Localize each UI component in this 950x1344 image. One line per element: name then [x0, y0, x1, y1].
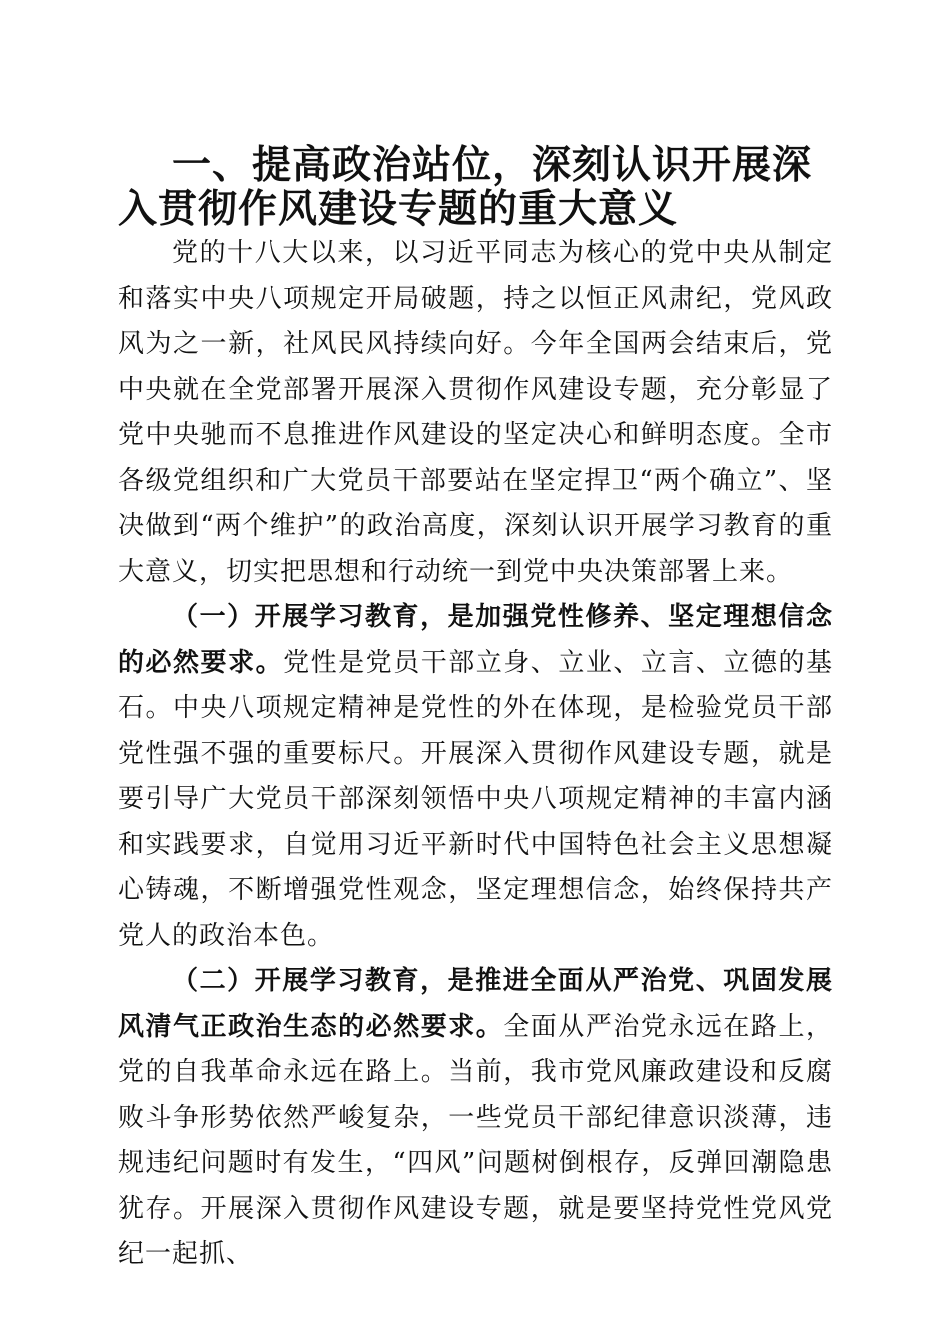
paragraph-body: 党的十八大以来，以习近平同志为核心的党中央从制定和落实中央八项规定开局破题，持之以恒正风肃纪，党风政风为之一新，社风民风持续向好。今年全国两会结束后，党中央就在全党部署开展深入贯彻作风建设专题，充分彰显了党中央驰而不息推进作风建设的坚定决心和鲜明态度。全市各级党组织和广大党员干部要站在坚定捍卫“两个确立”、坚决做到“两个维护”的政治高度，深刻认识开展学习教育的重大意义，切实把思想和行动统一到党中央决策部署上来。: [118, 238, 833, 587]
paragraph-lead: （二）开展学习教育，是推进全面从严治党、巩固发展风清气正政治生态的必然要求。: [118, 966, 833, 1042]
paragraph-point-1: [118, 595, 833, 959]
paragraph-lead: （一）开展学习教育，是加强党性修养、坚定理想信念的必然要求。: [118, 602, 833, 678]
paragraph-point-2: [118, 959, 833, 1278]
paragraph-body: 党性是党员干部立身、立业、立言、立德的基石。中央八项规定精神是党性的外在体现，是检验党员干部党性强不强的重要标尺。开展深入贯彻作风建设专题，就是要引导广大党员干部深刻领悟中央八项规定精神的丰富内涵和实践要求，自觉用习近平新时代中国特色社会主义思想凝心铸魂，不断增强党性观念，坚定理想信念，始终保持共产党人的政治本色。: [118, 647, 833, 951]
section-heading: 一、提高政治站位，深刻认识开展深入贯彻作风建设专题的重大意义: [118, 142, 813, 232]
paragraph-body: 全面从严治党永远在路上，党的自我革命永远在路上。当前，我市党风廉政建设和反腐败斗争形势依然严峻复杂，一些党员干部纪律意识淡薄，违规违纪问题时有发生，“四风”问题树倒根存，反弹回潮隐患犹存。开展深入贯彻作风建设专题，就是要坚持党性党风党纪一起抓、: [118, 1011, 833, 1269]
paragraph-intro: [118, 231, 833, 595]
document-body: [118, 143, 833, 1278]
